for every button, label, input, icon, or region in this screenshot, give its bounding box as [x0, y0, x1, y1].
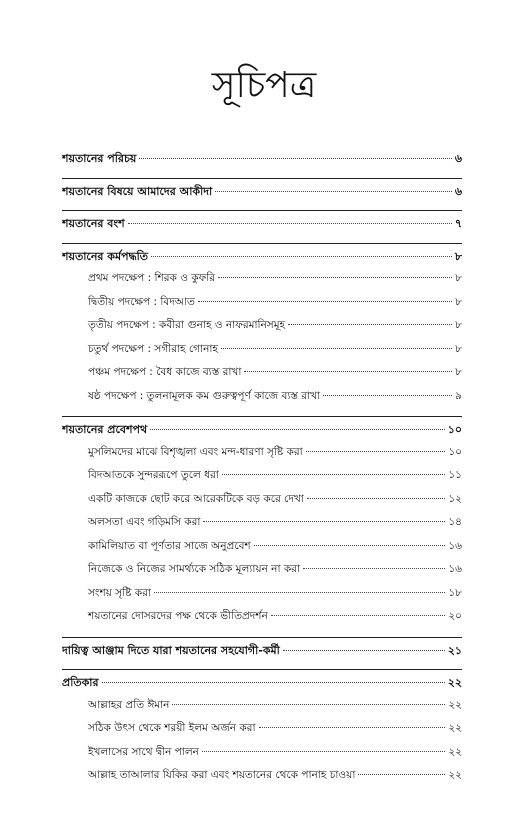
toc-page-number: ১৮	[448, 586, 462, 599]
toc-entry-title: প্রতিকার	[62, 676, 99, 689]
toc-entry-title: ইখলাসের সাথে দ্বীন পালন	[88, 745, 199, 758]
toc-entry-title: বিদআতকে সুন্দররূপে তুলে ধরা	[88, 469, 219, 481]
toc-page-number: ৮	[455, 295, 462, 308]
toc-chapter-entry[interactable]	[62, 674, 462, 698]
toc-entry-title: কামিলিয়াত বা পূর্ণতার সাজে অনুপ্রবেশ	[88, 539, 251, 552]
page-title: সূচিপত্র	[211, 65, 317, 106]
toc-entry-title: প্রথম পদক্ষেপ : শিরক ও কুফরি	[88, 272, 216, 284]
toc-entry-title: শয়তানের দোসরদের পক্ষ থেকে ভীতিপ্রদর্শন	[88, 610, 268, 622]
toc-chapter-entry[interactable]	[62, 642, 462, 666]
dot-leader	[139, 158, 451, 159]
toc-chapter-entry[interactable]	[62, 421, 462, 445]
dot-leader	[306, 451, 446, 452]
dot-leader	[202, 751, 445, 752]
toc-subentry[interactable]	[62, 389, 462, 413]
dot-leader	[307, 498, 446, 499]
toc-page-number: ৮	[455, 342, 462, 355]
toc-page-number: ২২	[447, 676, 462, 689]
toc-page-number: ৮	[455, 272, 462, 284]
toc-section	[62, 146, 462, 178]
dot-leader	[172, 704, 445, 705]
toc-entry-title: পঞ্চম পদক্ষেপ : বৈধ কাজে ব্যস্ত রাখা	[88, 366, 242, 378]
dot-leader	[244, 371, 452, 372]
toc-page-number: ৮	[455, 366, 462, 378]
toc-entry-title: শয়তানের বিষয়ে আমাদের আকীদা	[62, 184, 213, 198]
toc-entry-title: অলসতা এবং গড়িমসি করা	[88, 516, 201, 528]
dot-leader	[288, 324, 452, 325]
toc-entry-title: একটি কাজকে ছোট করে আরেকটিকে বড় করে দেখা	[88, 492, 304, 505]
toc-subentry[interactable]	[62, 271, 462, 295]
toc-section	[62, 210, 462, 243]
toc-subentry[interactable]	[62, 745, 462, 769]
toc-entry-title: আল্লাহ তাআলার যিকির করা এবং শয়তানের থেকে পানাহ চাওয়া	[88, 769, 356, 781]
toc-page-number: ৮	[454, 249, 462, 263]
toc-page-number: ১৬	[448, 563, 462, 575]
toc-page-number: ২২	[448, 769, 462, 781]
dot-leader	[203, 521, 445, 522]
toc-page-number: ২২	[448, 698, 462, 711]
toc-entry-title: দায়িত্ব আঞ্জাম দিতে যারা শয়তানের সহযোগী-কর্মী	[62, 643, 280, 657]
toc-subentry[interactable]	[62, 365, 462, 389]
toc-subentry[interactable]	[62, 562, 462, 586]
toc-entry-title: শয়তানের কর্মপদ্ধতি	[62, 249, 149, 263]
toc-section	[62, 243, 462, 417]
toc-page-number: ২০	[448, 610, 462, 622]
toc-section	[62, 637, 462, 670]
toc-page-number: ২২	[448, 745, 462, 758]
toc-entry-title: মুসলিমদের মাঝে বিশৃঙ্খলা এবং মন্দ-ধারণা সৃষ্টি করা	[88, 445, 303, 458]
dot-leader	[254, 545, 446, 546]
dot-leader	[198, 301, 452, 302]
toc-subentry[interactable]	[62, 539, 462, 563]
toc-page-number: ১৬	[448, 539, 462, 552]
toc-subentry[interactable]	[62, 698, 462, 722]
toc-page-number: ১৪	[448, 516, 462, 528]
toc-page-number: ৭	[454, 217, 462, 230]
toc-page-number: ১০	[447, 423, 462, 436]
toc-page-number: ৬	[454, 152, 462, 165]
toc-page-number: ৬	[454, 184, 462, 198]
toc-page-number: ১২	[448, 492, 462, 505]
toc-chapter-entry[interactable]	[62, 215, 462, 239]
toc-entry-title: ষষ্ঠ পদক্ষেপ : তুলনামূলক কম গুরুত্বপূর্ণ কাজে ব্যস্ত রাখা	[88, 389, 321, 402]
dot-leader	[128, 223, 452, 224]
toc-subentry[interactable]	[62, 768, 462, 792]
toc-page-number: ১০	[448, 445, 462, 458]
toc-subentry[interactable]	[62, 445, 462, 469]
dot-leader	[222, 474, 446, 475]
toc-entry-title: আল্লাহর প্রতি ঈমান	[88, 698, 170, 711]
dot-leader	[215, 191, 452, 192]
toc-page-number: ৮	[455, 319, 462, 331]
dot-leader	[150, 429, 445, 430]
toc-page-number: ২১	[447, 643, 462, 657]
dot-leader	[102, 682, 445, 683]
toc-entry-title: চতুর্থ পদক্ষেপ : সগীরাহ গোনাহ	[88, 342, 218, 355]
toc-entry-title: সংশয় সৃষ্টি করা	[88, 586, 151, 599]
toc-subentry[interactable]	[62, 515, 462, 539]
toc-subentry[interactable]	[62, 492, 462, 516]
toc-subentry[interactable]	[62, 295, 462, 319]
toc-entry-title: সঠিক উৎস থেকে শরয়ী ইলম অর্জন করা	[88, 722, 256, 734]
toc-entry-title: দ্বিতীয় পদক্ষেপ : বিদআত	[88, 295, 195, 308]
table-of-contents	[62, 146, 462, 796]
toc-subentry[interactable]	[62, 609, 462, 633]
toc-subentry[interactable]	[62, 318, 462, 342]
toc-entry-title: নিজেকে ও নিজের সামর্থ্যকে সঠিক মূল্যায়ন না করা	[88, 563, 300, 575]
dot-leader	[283, 650, 445, 651]
dot-leader	[151, 256, 452, 257]
toc-entry-title: শয়তানের পরিচয়	[62, 152, 137, 165]
dot-leader	[221, 348, 452, 349]
toc-section	[62, 178, 462, 211]
toc-subentry[interactable]	[62, 342, 462, 366]
toc-entry-title: শয়তানের প্রবেশপথ	[62, 423, 148, 436]
toc-subentry[interactable]	[62, 721, 462, 745]
toc-subentry[interactable]	[62, 468, 462, 492]
dot-leader	[271, 615, 446, 616]
toc-page-number: ২২	[448, 722, 462, 734]
toc-section	[62, 416, 462, 637]
dot-leader	[323, 395, 452, 396]
dot-leader	[259, 727, 446, 728]
toc-chapter-entry[interactable]	[62, 248, 462, 272]
dot-leader	[154, 592, 445, 593]
toc-entry-title: তৃতীয় পদক্ষেপ : কবীরা গুনাহ ও নাফরমানিসমূহ	[88, 319, 286, 331]
toc-chapter-entry[interactable]	[62, 150, 462, 174]
toc-section	[62, 669, 462, 796]
toc-chapter-entry[interactable]	[62, 183, 462, 207]
toc-subentry[interactable]	[62, 586, 462, 610]
dot-leader	[218, 277, 452, 278]
toc-page-number: ১১	[448, 469, 462, 481]
toc-entry-title: শয়তানের বংশ	[62, 217, 125, 230]
dot-leader	[358, 774, 445, 775]
dot-leader	[303, 568, 445, 569]
toc-page-number: ৯	[455, 389, 462, 402]
